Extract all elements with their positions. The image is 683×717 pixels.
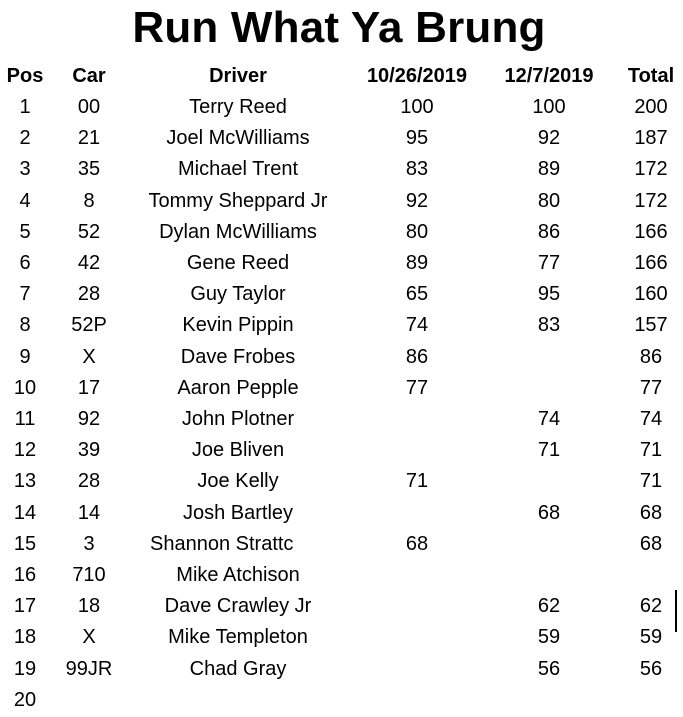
table-row — [0, 435, 678, 466]
cell-total: 157 — [634, 314, 668, 336]
table-row — [0, 92, 678, 123]
cell-driver: Aaron Pepple — [177, 377, 299, 399]
cell-pos: 11 — [14, 408, 36, 430]
cell-driver: Joe Kelly — [197, 470, 279, 492]
cell-date1 — [356, 404, 478, 435]
cell-pos: 18 — [13, 626, 37, 648]
cell-date1: 83 — [405, 158, 429, 180]
cell-car: 39 — [77, 439, 101, 461]
cell-date1 — [356, 560, 478, 591]
cell-driver: Terry Reed — [189, 96, 287, 118]
cell-date2: 95 — [537, 283, 561, 305]
header-date1: 10/26/2019 — [366, 65, 468, 87]
table-row — [0, 591, 678, 622]
cell-car: X — [82, 626, 96, 648]
cell-car: 99JR — [65, 658, 113, 680]
cell-pos: 3 — [19, 158, 31, 180]
cell-car: 52P — [71, 314, 107, 336]
cell-date2: 56 — [537, 658, 561, 680]
cell-driver: Dave Frobes — [180, 346, 296, 368]
header-driver: Driver — [209, 65, 267, 87]
table-header — [0, 61, 678, 92]
cell-car: 710 — [72, 564, 106, 586]
cell-date1: 100 — [400, 96, 434, 118]
cell-total: 166 — [634, 221, 668, 243]
cell-total: 71 — [639, 439, 663, 461]
cell-driver: Mike Atchison — [176, 564, 300, 586]
cell-driver: Chad Gray — [189, 658, 287, 680]
cell-total: 68 — [639, 502, 663, 524]
cell-pos: 10 — [13, 377, 37, 399]
edge-mark — [675, 590, 677, 632]
cell-driver: Guy Taylor — [190, 283, 286, 305]
cell-total: 68 — [639, 533, 663, 555]
table-row — [0, 498, 678, 529]
table-row — [0, 310, 678, 341]
header-pos: Pos — [6, 65, 44, 87]
table-row — [0, 529, 678, 560]
table-row — [0, 622, 678, 653]
cell-driver: Dylan McWilliams — [159, 221, 317, 243]
header-total: Total — [627, 65, 675, 87]
table-row — [0, 123, 678, 154]
cell-pos: 1 — [19, 96, 31, 118]
cell-driver: Shannon Strattc — [150, 533, 294, 555]
cell-car: 18 — [77, 595, 101, 617]
cell-driver: Josh Bartley — [182, 502, 294, 524]
cell-car: 8 — [83, 190, 95, 212]
cell-date2: 80 — [537, 190, 561, 212]
cell-date1: 89 — [405, 252, 429, 274]
cell-date2: 92 — [537, 127, 561, 149]
cell-pos: 12 — [13, 439, 37, 461]
cell-date1: 65 — [405, 283, 429, 305]
cell-date2: 77 — [537, 252, 561, 274]
cell-total: 59 — [639, 626, 663, 648]
cell-driver: Kevin Pippin — [182, 314, 294, 336]
cell-total — [619, 560, 683, 591]
cell-total: 62 — [639, 595, 663, 617]
table-row — [0, 217, 678, 248]
cell-total: 160 — [634, 283, 668, 305]
cell-total: 187 — [634, 127, 668, 149]
header-date2: 12/7/2019 — [504, 65, 594, 87]
cell-pos: 20 — [13, 689, 37, 711]
cell-total: 77 — [639, 377, 663, 399]
cell-date2: 100 — [532, 96, 566, 118]
cell-pos: 7 — [19, 283, 31, 305]
cell-total: 74 — [639, 408, 663, 430]
cell-driver: John Plotner — [181, 408, 295, 430]
cell-date1: 86 — [405, 346, 429, 368]
cell-date1 — [356, 498, 478, 529]
cell-date2: 71 — [537, 439, 561, 461]
cell-car: 92 — [77, 408, 101, 430]
cell-pos: 6 — [19, 252, 31, 274]
cell-car: 3 — [83, 533, 95, 555]
cell-total: 172 — [634, 190, 668, 212]
cell-date1: 95 — [405, 127, 429, 149]
cell-car: 21 — [77, 127, 101, 149]
cell-car: 00 — [77, 96, 101, 118]
table-row — [0, 560, 678, 591]
cell-pos: 8 — [19, 314, 31, 336]
cell-date1: 80 — [405, 221, 429, 243]
table-row — [0, 685, 678, 716]
cell-pos: 14 — [13, 502, 37, 524]
cell-date1 — [356, 435, 478, 466]
cell-date1: 77 — [405, 377, 429, 399]
table-row — [0, 279, 678, 310]
cell-date2 — [490, 685, 608, 716]
cell-total: 86 — [639, 346, 663, 368]
cell-car: X — [82, 346, 96, 368]
cell-driver: Gene Reed — [186, 252, 290, 274]
cell-total: 166 — [634, 252, 668, 274]
cell-date1: 71 — [405, 470, 429, 492]
table-row — [0, 466, 678, 497]
cell-car: 14 — [77, 502, 101, 524]
table-row — [0, 154, 678, 185]
cell-date2: 59 — [537, 626, 561, 648]
cell-driver: Tommy Sheppard Jr — [148, 190, 328, 212]
cell-car: 52 — [77, 221, 101, 243]
cell-date1 — [356, 685, 478, 716]
cell-car — [54, 685, 124, 716]
cell-date1 — [356, 622, 478, 653]
cell-car: 42 — [77, 252, 101, 274]
cell-date2 — [490, 529, 608, 537]
cell-pos: 4 — [19, 190, 31, 212]
cell-date2: 68 — [537, 502, 561, 524]
header-car: Car — [72, 65, 106, 87]
cell-total: 56 — [639, 658, 663, 680]
cell-date1: 92 — [405, 190, 429, 212]
table-row — [0, 373, 678, 404]
cell-date2: 62 — [537, 595, 561, 617]
cell-driver: Joel McWilliams — [166, 127, 310, 149]
cell-total: 200 — [634, 96, 668, 118]
cell-car: 28 — [77, 283, 101, 305]
cell-pos: 9 — [19, 346, 31, 368]
table-row — [0, 654, 678, 685]
cell-date1 — [356, 654, 478, 685]
table-row — [0, 186, 678, 217]
cell-driver — [133, 685, 343, 716]
cell-pos: 19 — [13, 658, 37, 680]
cell-date2 — [490, 560, 608, 591]
cell-pos: 5 — [19, 221, 31, 243]
cell-date1: 68 — [405, 533, 429, 555]
cell-date2: 74 — [537, 408, 561, 430]
cell-driver: Joe Bliven — [191, 439, 285, 461]
cell-date2 — [490, 466, 608, 497]
table-row — [0, 248, 678, 279]
cell-date1 — [356, 591, 478, 622]
cell-date1: 74 — [405, 314, 429, 336]
cell-car: 28 — [77, 470, 101, 492]
cell-date2: 83 — [537, 314, 561, 336]
cell-pos: 13 — [13, 470, 37, 492]
cell-driver: Mike Templeton — [168, 626, 308, 648]
cell-date2 — [490, 373, 608, 404]
cell-car: 17 — [77, 377, 101, 399]
cell-driver: Michael Trent — [177, 158, 299, 180]
cell-total: 172 — [634, 158, 668, 180]
cell-date2 — [490, 342, 608, 373]
cell-date2: 86 — [537, 221, 561, 243]
table-row — [0, 342, 678, 373]
cell-pos: 17 — [13, 595, 37, 617]
cell-total: 71 — [639, 470, 663, 492]
cell-total — [619, 685, 683, 716]
cell-pos: 15 — [13, 533, 37, 555]
cell-pos: 16 — [13, 564, 37, 586]
cell-pos: 2 — [19, 127, 31, 149]
page-title: Run What Ya Brung — [132, 3, 546, 52]
cell-car: 35 — [77, 158, 101, 180]
table-row — [0, 404, 678, 435]
cell-date2: 89 — [537, 158, 561, 180]
cell-driver: Dave Crawley Jr — [164, 595, 312, 617]
